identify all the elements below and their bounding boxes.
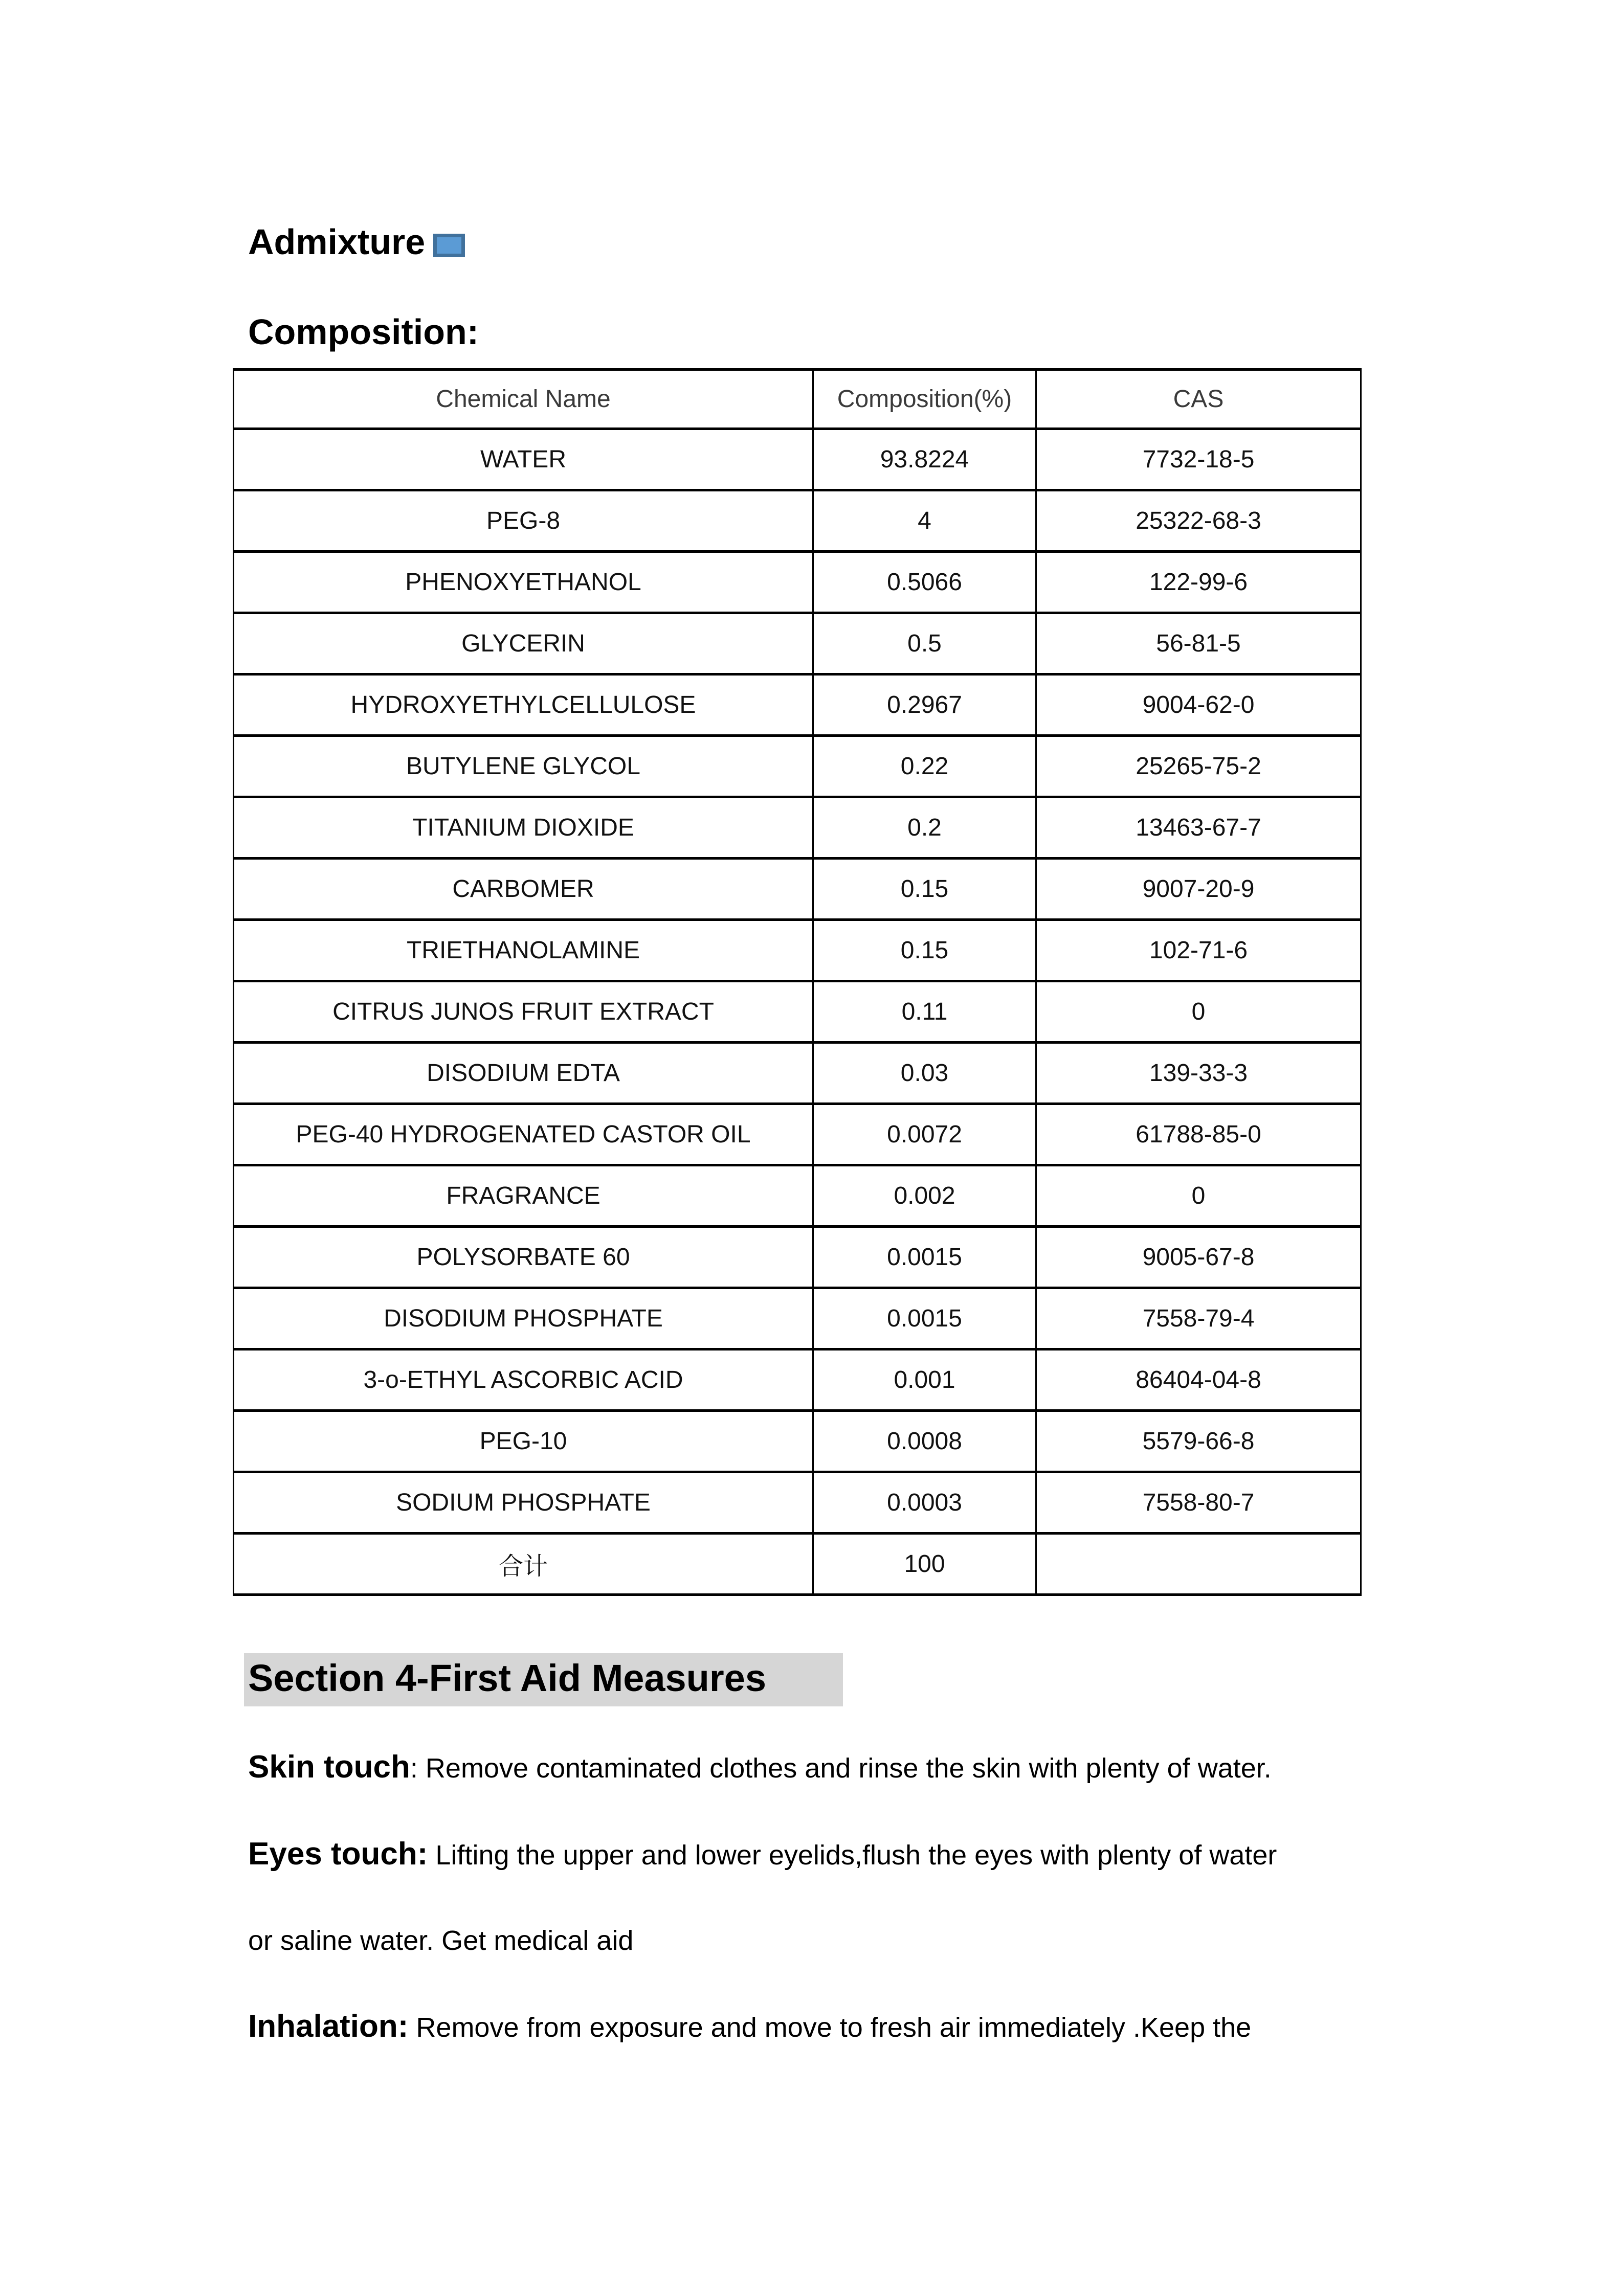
cell-chemical-name: TRIETHANOLAMINE	[234, 920, 813, 981]
cell-cas: 0	[1036, 981, 1361, 1043]
table-row	[234, 1165, 1361, 1227]
cell-composition: 0.22	[813, 736, 1036, 797]
table-row	[234, 797, 1361, 859]
cell-composition: 0.03	[813, 1043, 1036, 1104]
cell-cas: 9005-67-8	[1036, 1227, 1361, 1288]
skin-touch-paragraph	[248, 1748, 1399, 1787]
skin-touch-text: : Remove contaminated clothes and rinse the skin with plenty of water.	[410, 1753, 1272, 1784]
composition-heading: Composition:	[248, 312, 479, 352]
table-row	[234, 1227, 1361, 1288]
cell-cas: 61788-85-0	[1036, 1104, 1361, 1165]
header-composition-percent: Composition(%)	[813, 370, 1036, 429]
cell-chemical-name: PEG-10	[234, 1411, 813, 1472]
table-total-row	[234, 1534, 1361, 1595]
cell-composition: 0.2967	[813, 674, 1036, 736]
cell-chemical-name: CITRUS JUNOS FRUIT EXTRACT	[234, 981, 813, 1043]
cell-cas: 13463-67-7	[1036, 797, 1361, 859]
cell-chemical-name: FRAGRANCE	[234, 1165, 813, 1227]
document-title	[248, 220, 1399, 264]
eyes-touch-paragraph	[248, 1835, 1399, 1874]
cell-composition: 0.001	[813, 1349, 1036, 1411]
cell-cas: 86404-04-8	[1036, 1349, 1361, 1411]
cell-cas: 7558-79-4	[1036, 1288, 1361, 1349]
cell-composition: 0.15	[813, 859, 1036, 920]
cell-chemical-name: PEG-40 HYDROGENATED CASTOR OIL	[234, 1104, 813, 1165]
cell-chemical-name: DISODIUM PHOSPHATE	[234, 1288, 813, 1349]
section4-heading-highlight: Section 4-First Aid Measures	[244, 1653, 843, 1706]
cell-total-cas	[1036, 1534, 1361, 1595]
cell-chemical-name: POLYSORBATE 60	[234, 1227, 813, 1288]
cell-cas: 7732-18-5	[1036, 429, 1361, 490]
cell-composition: 0.15	[813, 920, 1036, 981]
cell-composition: 0.5	[813, 613, 1036, 674]
cell-chemical-name: WATER	[234, 429, 813, 490]
cell-cas: 139-33-3	[1036, 1043, 1361, 1104]
table-row	[234, 1043, 1361, 1104]
table-row	[234, 736, 1361, 797]
cell-chemical-name: 3-o-ETHYL ASCORBIC ACID	[234, 1349, 813, 1411]
cell-composition: 0.0008	[813, 1411, 1036, 1472]
cell-cas: 5579-66-8	[1036, 1411, 1361, 1472]
cell-chemical-name: GLYCERIN	[234, 613, 813, 674]
cell-cas: 122-99-6	[1036, 552, 1361, 613]
cell-chemical-name: HYDROXYETHYLCELLULOSE	[234, 674, 813, 736]
cell-composition: 0.0072	[813, 1104, 1036, 1165]
cell-cas: 25265-75-2	[1036, 736, 1361, 797]
section4-heading	[244, 1653, 1399, 1706]
skin-touch-label: Skin touch	[248, 1749, 410, 1785]
table-row	[234, 981, 1361, 1043]
cell-cas: 7558-80-7	[1036, 1472, 1361, 1534]
cell-cas: 9004-62-0	[1036, 674, 1361, 736]
header-chemical-name: Chemical Name	[234, 370, 813, 429]
composition-table	[233, 368, 1362, 1596]
cell-composition: 0.0015	[813, 1288, 1036, 1349]
table-row	[234, 552, 1361, 613]
table-row	[234, 429, 1361, 490]
cell-composition: 0.5066	[813, 552, 1036, 613]
cell-chemical-name: CARBOMER	[234, 859, 813, 920]
table-row	[234, 859, 1361, 920]
cell-chemical-name: PHENOXYETHANOL	[234, 552, 813, 613]
eyes-touch-text: Lifting the upper and lower eyelids,flush the eyes with plenty of water	[428, 1840, 1277, 1871]
eyes-touch-paragraph-line2	[248, 1922, 1399, 1960]
header-cas: CAS	[1036, 370, 1361, 429]
cell-cas: 102-71-6	[1036, 920, 1361, 981]
cell-total-label: 合计	[234, 1534, 813, 1595]
eyes-touch-label: Eyes touch:	[248, 1836, 428, 1872]
table-row	[234, 1472, 1361, 1534]
cell-cas: 0	[1036, 1165, 1361, 1227]
table-row	[234, 674, 1361, 736]
table-row	[234, 613, 1361, 674]
table-row	[234, 1411, 1361, 1472]
cell-composition: 93.8224	[813, 429, 1036, 490]
table-row	[234, 1104, 1361, 1165]
cell-composition: 0.0003	[813, 1472, 1036, 1534]
table-row	[234, 490, 1361, 552]
inhalation-label: Inhalation:	[248, 2009, 409, 2044]
cell-chemical-name: TITANIUM DIOXIDE	[234, 797, 813, 859]
cell-composition: 4	[813, 490, 1036, 552]
document-title-text: Admixture	[248, 222, 426, 262]
cell-chemical-name: BUTYLENE GLYCOL	[234, 736, 813, 797]
cell-cas: 9007-20-9	[1036, 859, 1361, 920]
table-row	[234, 1288, 1361, 1349]
cell-composition: 0.002	[813, 1165, 1036, 1227]
cell-chemical-name: DISODIUM EDTA	[234, 1043, 813, 1104]
table-row	[234, 920, 1361, 981]
table-header-row	[234, 370, 1361, 429]
inhalation-paragraph	[248, 2008, 1399, 2046]
cell-chemical-name: PEG-8	[234, 490, 813, 552]
table-row	[234, 1349, 1361, 1411]
eyes-touch-text-line2: or saline water. Get medical aid	[248, 1925, 634, 1956]
cell-composition: 0.0015	[813, 1227, 1036, 1288]
cell-cas: 25322-68-3	[1036, 490, 1361, 552]
blue-square-shape	[433, 234, 465, 257]
inhalation-text: Remove from exposure and move to fresh air immediately .Keep the	[408, 2012, 1252, 2043]
cell-composition: 0.11	[813, 981, 1036, 1043]
cell-chemical-name: SODIUM PHOSPHATE	[234, 1472, 813, 1534]
cell-total-value: 100	[813, 1534, 1036, 1595]
cell-composition: 0.2	[813, 797, 1036, 859]
cell-cas: 56-81-5	[1036, 613, 1361, 674]
